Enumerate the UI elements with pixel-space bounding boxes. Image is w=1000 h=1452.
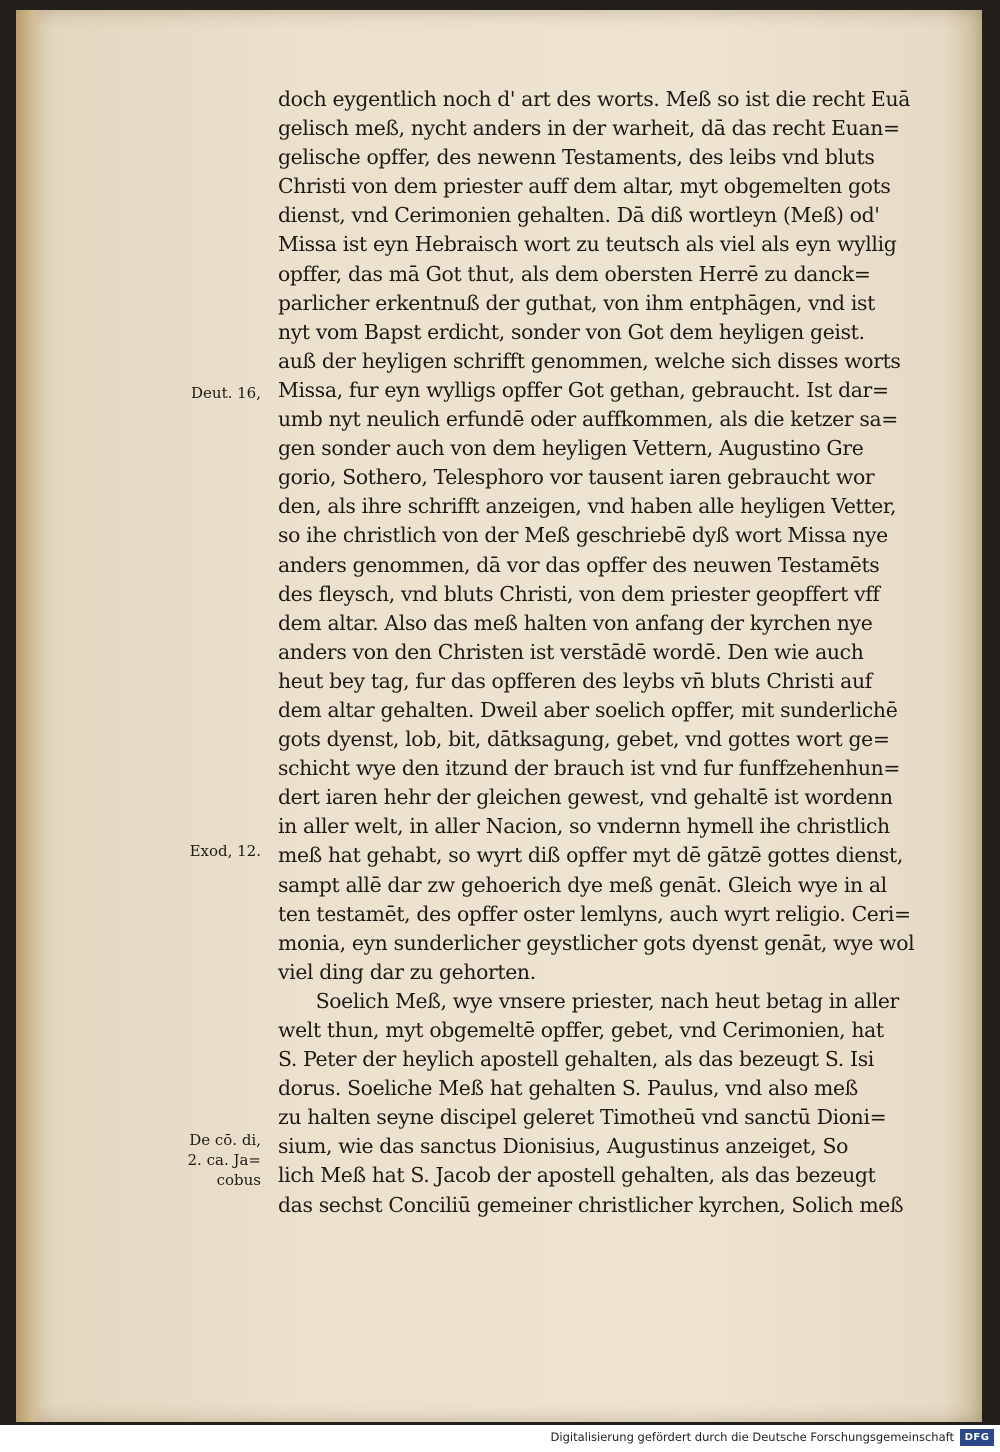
page-gutter-edge (16, 10, 42, 1422)
text-line: doch eygentlich noch d' art des worts. Meß so ist die recht Euā (278, 87, 911, 111)
dfg-logo: DFG (960, 1429, 994, 1446)
margin-note-deco-3: cobus (216, 1171, 261, 1189)
text-line: dorus. Soeliche Meß hat gehalten S. Paulus, vnd also meß (278, 1076, 858, 1101)
text-line: monia, eyn sunderlicher geystlicher gots dyenst genāt, wye wol (278, 930, 915, 955)
margin-note-deco-1: De cō. di, (189, 1131, 261, 1149)
text-line: heut bey tag, fur das opfferen des leybs vn̄ bluts Christi auf (278, 668, 872, 693)
text-line: gelische opffer, des newenn Testaments, des leibs vnd bluts (278, 145, 875, 170)
text-line: dienst, vnd Cerimonien gehalten. Dā diß wortleyn (Meß) od' (278, 203, 880, 228)
text-line: ten testamēt, des opffer oster lemlyns, auch wyrt religio. Ceri= (278, 901, 911, 926)
text-line: sampt allē dar zw gehoerich dye meß genāt. Gleich wye in al (278, 872, 887, 897)
text-line: das sechst Conciliū gemeiner christlicher kyrchen, Solich meß (278, 1192, 904, 1217)
text-line: anders genommen, dā vor das opffer des neuwen Testamēts (278, 552, 880, 577)
text-line: lich Meß hat S. Jacob der apostell gehalten, als das bezeugt (278, 1163, 876, 1188)
margin-note-deco-2: 2. ca. Ja= (187, 1151, 261, 1169)
text-line: sium, wie das sanctus Dionisius, Augustinus anzeiget, So (278, 1134, 849, 1159)
text-line: welt thun, myt obgemeltē opffer, gebet, vnd Cerimonien, hat (278, 1018, 884, 1042)
text-line: meß hat gehabt, so wyrt diß opffer myt dē gātzē gottes dienst, (278, 843, 903, 868)
text-line: S. Peter der heylich apostell gehalten, als das bezeugt S. Isi (278, 1047, 874, 1072)
text-line: viel ding dar zu gehorten. (278, 959, 536, 984)
text-line: gelisch meß, nycht anders in der warheit, dā das recht Euan= (278, 116, 900, 141)
text-line: gots dyenst, lob, bit, dātksagung, gebet, vnd gottes wort ge= (278, 727, 890, 752)
text-line: dem altar gehalten. Dweil aber soelich opffer, mit sunderlichē (278, 697, 898, 722)
margin-note-deut: Deut. 16, (191, 384, 261, 402)
funding-credit: Digitalisierung gefördert durch die Deutsche Forschungsgemeinschaft (550, 1430, 954, 1444)
text-line: des fleysch, vnd bluts Christi, von dem priester geopffert vff (278, 581, 880, 606)
text-line: dert iaren hehr der gleichen gewest, vnd gehaltē ist wordenn (278, 785, 893, 810)
footer-bar (0, 1425, 1000, 1452)
text-line: gen sonder auch von dem heyligen Vettern, Augustino Gre (278, 436, 864, 461)
text-line: in aller welt, in aller Nacion, so vndernn hymell ihe christlich (278, 814, 890, 839)
text-line: schicht wye den itzund der brauch ist vnd fur funffzehenhun= (278, 756, 901, 781)
text-line: den, als ihre schrifft anzeigen, vnd haben alle heyligen Vetter, (278, 494, 897, 519)
text-line: auß der heyligen schrifft genommen, welche sich disses worts (278, 348, 901, 373)
text-line: anders von den Christen ist verstādē wordē. Den wie auch (278, 639, 864, 664)
text-line: umb nyt neulich erfundē oder auffkommen, als die ketzer sa= (278, 407, 898, 432)
text-line: Missa ist eyn Hebraisch wort zu teutsch als viel als eyn wyllig (278, 232, 897, 257)
body-text (278, 85, 978, 1220)
text-line: dem altar. Also das meß halten von anfang der kyrchen nye (278, 610, 873, 635)
book-page (16, 10, 982, 1422)
text-line: nyt vom Bapst erdicht, sonder von Got dem heyligen geist. (278, 319, 865, 344)
text-line: parlicher erkentnuß der guthat, von ihm entphāgen, vnd ist (278, 290, 875, 315)
text-line: Missa, fur eyn wylligs opffer Got gethan, gebraucht. Ist dar= (278, 377, 889, 402)
text-line: Christi von dem priester auff dem altar, myt obgemelten gots (278, 174, 891, 199)
margin-note-exod: Exod, 12. (189, 842, 261, 860)
text-line: opffer, das mā Got thut, als dem obersten Herrē zu danck= (278, 261, 871, 286)
text-line: Soelich Meß, wye vnsere priester, nach heut betag in aller (315, 988, 899, 1013)
text-line: so ihe christlich von der Meß geschriebē dyß wort Missa nye (278, 523, 888, 548)
text-line: zu halten seyne discipel geleret Timotheū vnd sanctū Dioni= (278, 1105, 887, 1130)
text-line: gorio, Sothero, Telesphoro vor tausent iaren gebraucht wor (278, 465, 875, 490)
